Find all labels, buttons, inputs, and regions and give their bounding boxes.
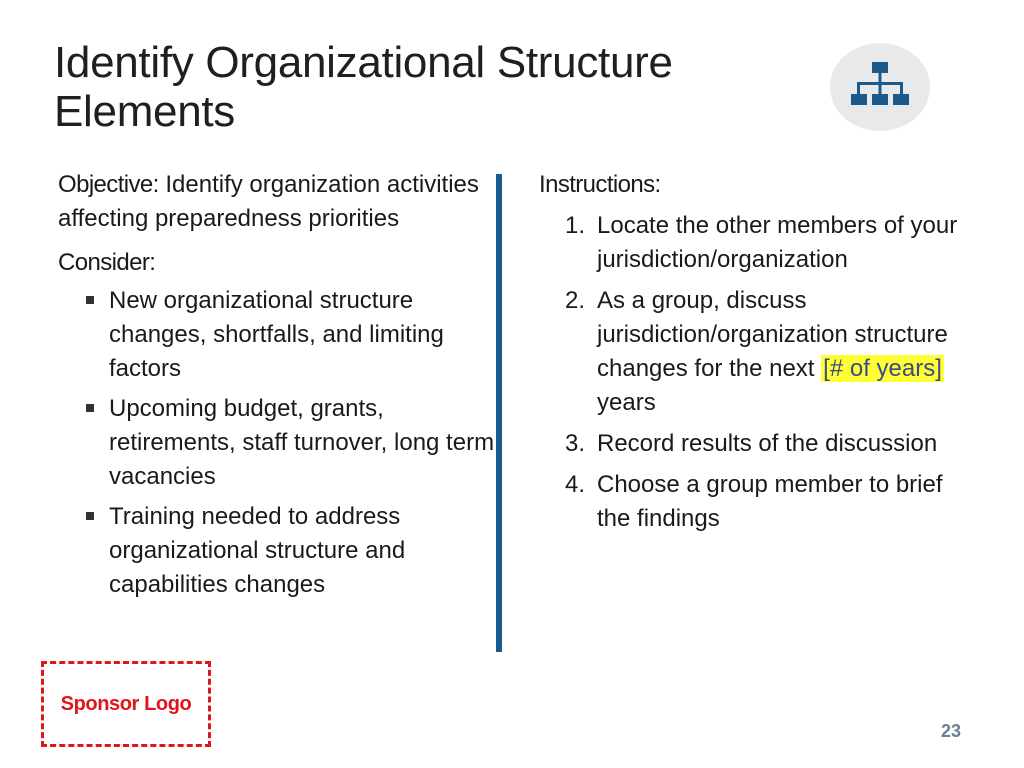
highlighted-placeholder: [# of years] [823, 355, 942, 382]
consider-list [58, 284, 498, 602]
page-number: 23 [940, 721, 962, 741]
consider-label: Consider: [58, 249, 156, 276]
objective-text: Identify organization activities affecting preparedness priorities [58, 171, 479, 232]
instructions-list [539, 209, 979, 536]
step-text: Choose a group member to brief the findings [597, 471, 943, 532]
objective-label: Objective: [58, 171, 159, 198]
instructions-column [539, 168, 979, 543]
list-item [58, 284, 498, 386]
list-item [539, 427, 979, 461]
step-number: 1. [565, 212, 586, 239]
bullet-text: Upcoming budget, grants, retirements, staff turnover, long term vacancies [109, 395, 495, 490]
step-text: As a group, discuss jurisdiction/organization structure changes for the next [597, 287, 948, 382]
list-item [539, 209, 979, 277]
step-number: 4. [565, 471, 586, 498]
objective-paragraph [58, 168, 498, 236]
bullet-square-icon [86, 512, 94, 520]
instructions-label: Instructions: [539, 171, 661, 198]
sponsor-logo-placeholder [41, 661, 211, 747]
bullet-square-icon [86, 296, 94, 304]
list-item [58, 500, 498, 602]
bullet-text: Training needed to address organizational structure and capabilities changes [109, 503, 406, 598]
list-item [539, 284, 979, 420]
bullet-text: New organizational structure changes, shortfalls, and limiting factors [109, 287, 444, 382]
list-item [539, 468, 979, 536]
step-text: Locate the other members of your jurisdiction/organization [597, 212, 958, 273]
slide-title: Identify Organizational Structure Elements [54, 38, 673, 136]
org-chart-icon [850, 59, 910, 115]
objective-column [58, 168, 498, 608]
step-number: 3. [565, 430, 586, 457]
org-chart-icon-badge [830, 43, 930, 131]
column-divider [496, 174, 502, 652]
step-text-after: years [597, 389, 656, 416]
step-text: Record results of the discussion [597, 430, 938, 457]
step-number: 2. [565, 287, 586, 314]
sponsor-logo-label: Sponsor Logo [60, 692, 192, 715]
list-item [58, 392, 498, 494]
bullet-square-icon [86, 404, 94, 412]
